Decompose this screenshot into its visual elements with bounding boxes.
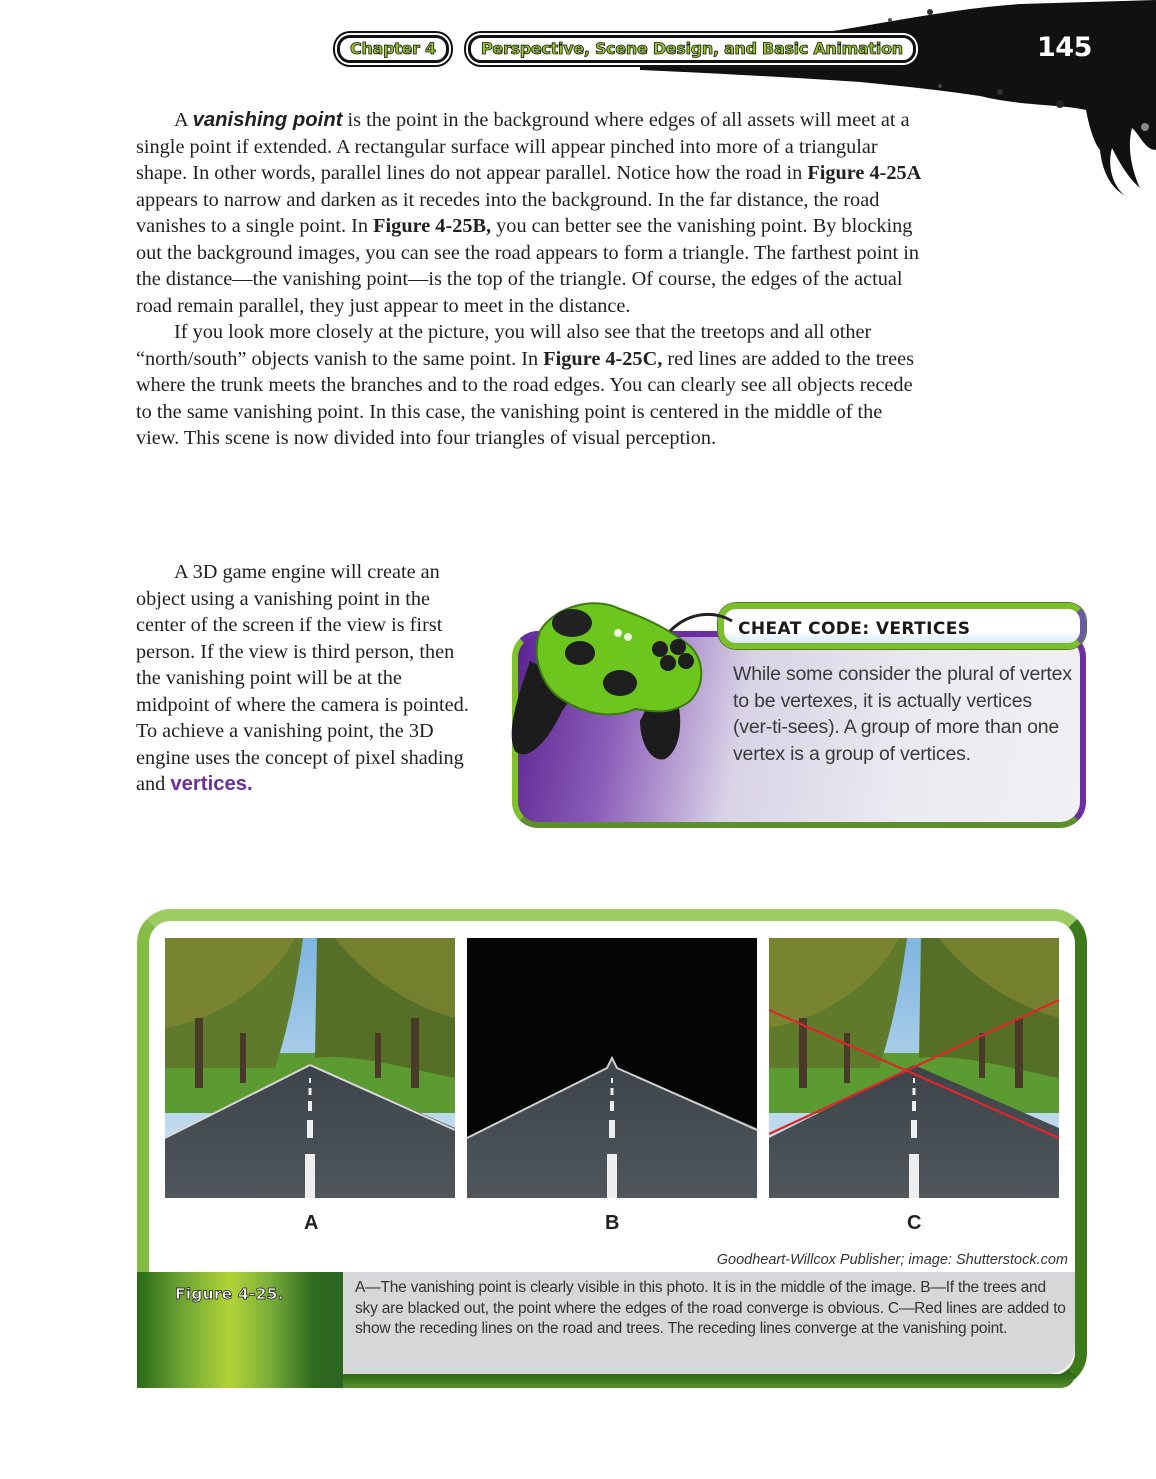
caption-panel <box>343 1272 1075 1374</box>
cheat-code-text: While some consider the plural of vertex to be vertexes, it is actually vertices (ver-ti-sees). A group of more than one vertex is a group of vertices. <box>733 663 1072 765</box>
caption-label: Figure 4-25. <box>175 1285 284 1303</box>
cheat-code-title: CHEAT CODE: VERTICES <box>738 619 971 639</box>
caption-bottom-border <box>343 1374 1075 1388</box>
photo-label-b: B <box>605 1212 620 1234</box>
photo-label-a: A <box>304 1212 319 1234</box>
figure-4-25 <box>137 909 1089 1389</box>
photo-c-road-red-lines <box>769 938 1059 1198</box>
key-term-vertices: vertices. <box>170 773 253 795</box>
page-number: 145 <box>1037 32 1092 63</box>
caption-text: A—The vanishing point is clearly visible in this photo. It is in the middle of the image. B—If the trees and sky are blacked out, the point where the edges of the road converge is obvious. C—Red lines are added to show the receding lines on the road and trees. The receding lines converge at the vanishing point. <box>355 1279 1066 1337</box>
caption-label-panel <box>137 1272 343 1388</box>
photo-a-road <box>165 938 455 1198</box>
chapter-label: Chapter 4 <box>337 35 449 63</box>
photo-b-road-blacked-out <box>467 938 757 1198</box>
chapter-title: Perspective, Scene Design, and Basic Animation <box>468 35 916 63</box>
cheat-code-header <box>718 603 1086 649</box>
photo-label-c: C <box>907 1212 922 1234</box>
image-credit: Goodheart-Willcox Publisher; image: Shutterstock.com <box>716 1252 1068 1268</box>
paragraph-1: A vanishing point is the point in the background where edges of all assets will meet at a single point if extended. A rectangular surface will appear pinched into more of a triangular shape. In other words, parallel lines do not appear parallel. Notice how the road in Figure 4-25A appears to narrow and darken as it recedes into the background. In the far distance, the road vanishes to a single point. In Figure 4-25B, you can better see the vanishing point. By blocking out the background images, you can see the road appears to form a triangle. The farthest point in the distance—the vanishing point—is the top of the triangle. Of course, the edges of the actual road remain parallel, they just appear to meet in the distance. <box>136 109 922 317</box>
figure-reference: Figure 4-25C, <box>543 347 663 370</box>
paragraph-3: A 3D game engine will create an object using a vanishing point in the center of the screen if the view is first person. If the view is third person, then the vanishing point will be at the midpoint of where the camera is pointed. To achieve a vanishing point, the 3D engine uses the concept of pixel shading and vertices. <box>136 561 469 795</box>
key-term: vanishing point <box>192 109 343 131</box>
paragraph-2: If you look more closely at the picture, you will also see that the treetops and all other “north/south” objects vanish to the same point. In Figure 4-25C, red lines are added to the trees where the trunk meets the branches and to the road edges. You can clearly see all objects recede to the same vanishing point. In this case, the vanishing point is centered in the middle of the view. This scene is now divided into four triangles of visual perception. <box>136 321 915 449</box>
body-text <box>136 107 926 452</box>
gamepad-icon <box>500 591 740 761</box>
figure-reference: Figure 4-25A <box>807 162 922 184</box>
figure-reference: Figure 4-25B, <box>373 215 492 237</box>
cheat-code-box <box>512 603 1088 831</box>
